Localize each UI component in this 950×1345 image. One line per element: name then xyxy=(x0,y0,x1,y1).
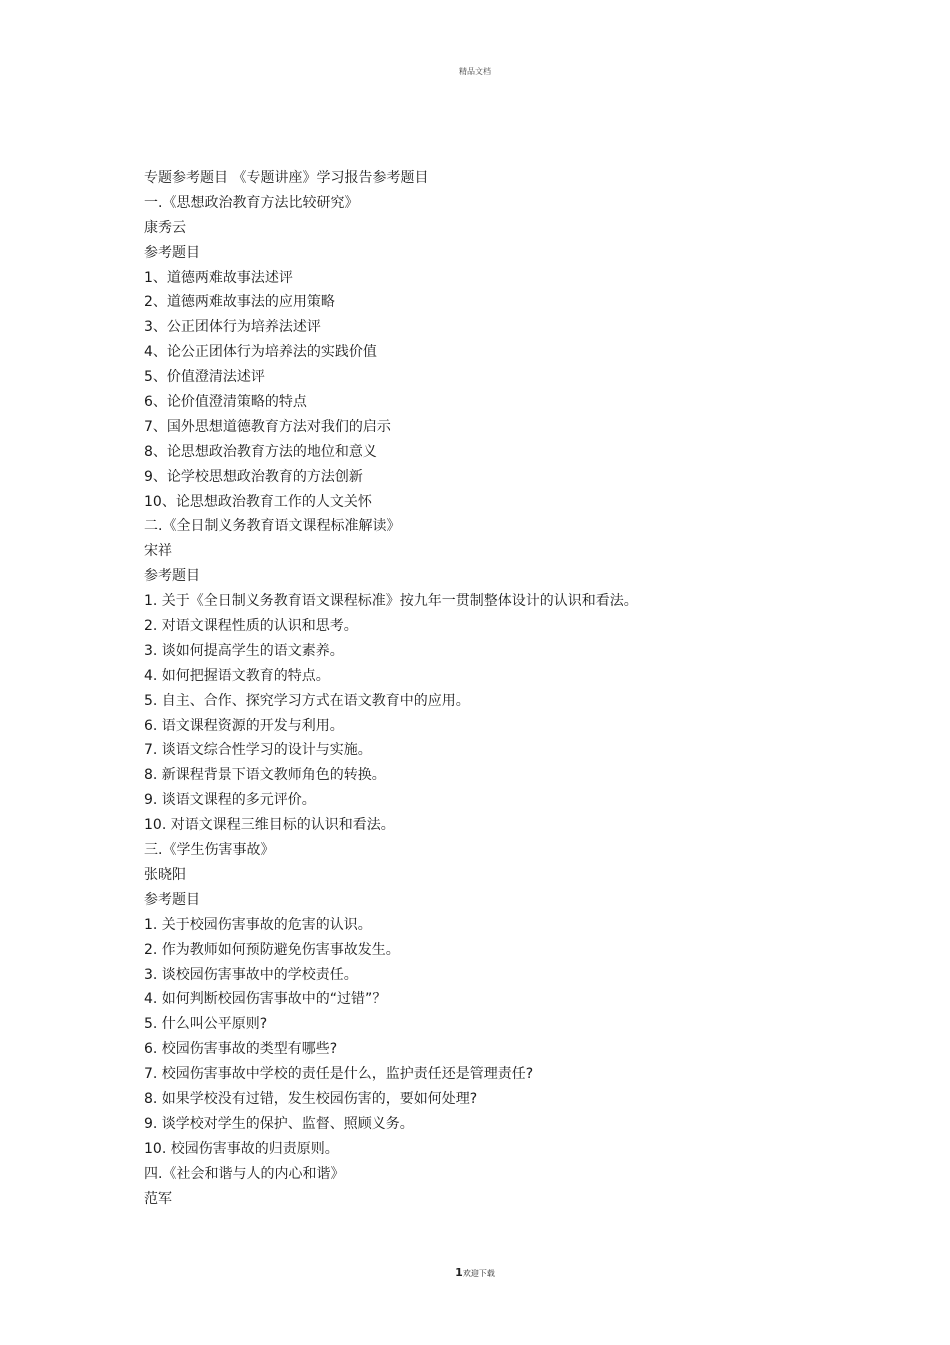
document-title-line: 专题参考题目 《专题讲座》学习报告参考题目 xyxy=(144,170,429,186)
page-footer xyxy=(0,1261,950,1280)
list-item: 2. 对语文课程性质的认识和思考。 xyxy=(144,618,358,635)
list-item: 5. 自主、合作、探究学习方式在语文教育中的应用。 xyxy=(144,692,470,709)
footer-text: 欢迎下载 xyxy=(462,1269,495,1278)
section-label: 参考题目 xyxy=(144,244,200,261)
list-item: 7. 谈语文综合性学习的设计与实施。 xyxy=(144,742,372,759)
list-item: 10. 校园伤害事故的归责原则。 xyxy=(144,1140,339,1157)
list-item: 4. 如何判断校园伤害事故中的“过错”？ xyxy=(144,991,387,1008)
list-item: 3. 谈如何提高学生的语文素养。 xyxy=(144,642,344,659)
section-heading: 四.《社会和谐与人的内心和谐》 xyxy=(144,1165,345,1182)
section-lecturer: 范军 xyxy=(144,1190,172,1207)
section-lecturer: 张晓阳 xyxy=(144,866,186,883)
section-lecturer: 康秀云 xyxy=(144,219,186,236)
list-item: 10、论思想政治教育工作的人文关怀 xyxy=(144,493,372,510)
section-1 xyxy=(144,191,844,515)
list-item: 10. 对语文课程三维目标的认识和看法。 xyxy=(144,817,395,834)
list-item: 5. 什么叫公平原则? xyxy=(144,1016,268,1033)
document-body xyxy=(144,166,844,1211)
list-item: 8. 如果学校没有过错，发生校园伤害的，要如何处理? xyxy=(144,1090,478,1107)
page-header: 精品文档 xyxy=(459,67,491,76)
list-item: 1、道德两难故事法述评 xyxy=(144,269,293,286)
list-item: 9. 谈学校对学生的保护、监督、照顾义务。 xyxy=(144,1115,414,1132)
list-item: 8. 新课程背景下语文教师角色的转换。 xyxy=(144,767,386,784)
section-label: 参考题目 xyxy=(144,568,200,585)
section-heading: 二.《全日制义务教育语文课程标准解读》 xyxy=(144,518,401,535)
page-number: 1 xyxy=(455,1266,463,1279)
list-item: 2、道德两难故事法的应用策略 xyxy=(144,294,335,311)
section-4 xyxy=(144,1162,844,1212)
list-item: 6. 校园伤害事故的类型有哪些? xyxy=(144,1041,338,1058)
list-item: 1. 关于《全日制义务教育语文课程标准》按九年一贯制整体设计的认识和看法。 xyxy=(144,593,638,610)
section-heading: 三.《学生伤害事故》 xyxy=(144,842,275,859)
list-item: 7、国外思想道德教育方法对我们的启示 xyxy=(144,418,391,435)
list-item: 6、论价值澄清策略的特点 xyxy=(144,394,307,411)
list-item: 8、论思想政治教育方法的地位和意义 xyxy=(144,443,377,460)
list-item: 5、价值澄清法述评 xyxy=(144,369,265,386)
list-item: 2. 作为教师如何预防避免伤害事故发生。 xyxy=(144,941,400,958)
list-item: 3. 谈校园伤害事故中的学校责任。 xyxy=(144,966,358,983)
list-item: 4、论公正团体行为培养法的实践价值 xyxy=(144,344,377,361)
list-item: 9. 谈语文课程的多元评价。 xyxy=(144,792,316,809)
list-item: 3、公正团体行为培养法述评 xyxy=(144,319,321,336)
section-lecturer: 宋祥 xyxy=(144,543,172,560)
list-item: 4. 如何把握语文教育的特点。 xyxy=(144,667,330,684)
section-3 xyxy=(144,838,844,1162)
list-item: 6. 语文课程资源的开发与利用。 xyxy=(144,717,344,734)
list-item: 7. 校园伤害事故中学校的责任是什么，监护责任还是管理责任? xyxy=(144,1066,534,1083)
section-2 xyxy=(144,514,844,838)
section-heading: 一.《思想政治教育方法比较研究》 xyxy=(144,194,359,211)
list-item: 9、论学校思想政治教育的方法创新 xyxy=(144,468,363,485)
section-label: 参考题目 xyxy=(144,891,200,908)
list-item: 1. 关于校园伤害事故的危害的认识。 xyxy=(144,916,372,933)
